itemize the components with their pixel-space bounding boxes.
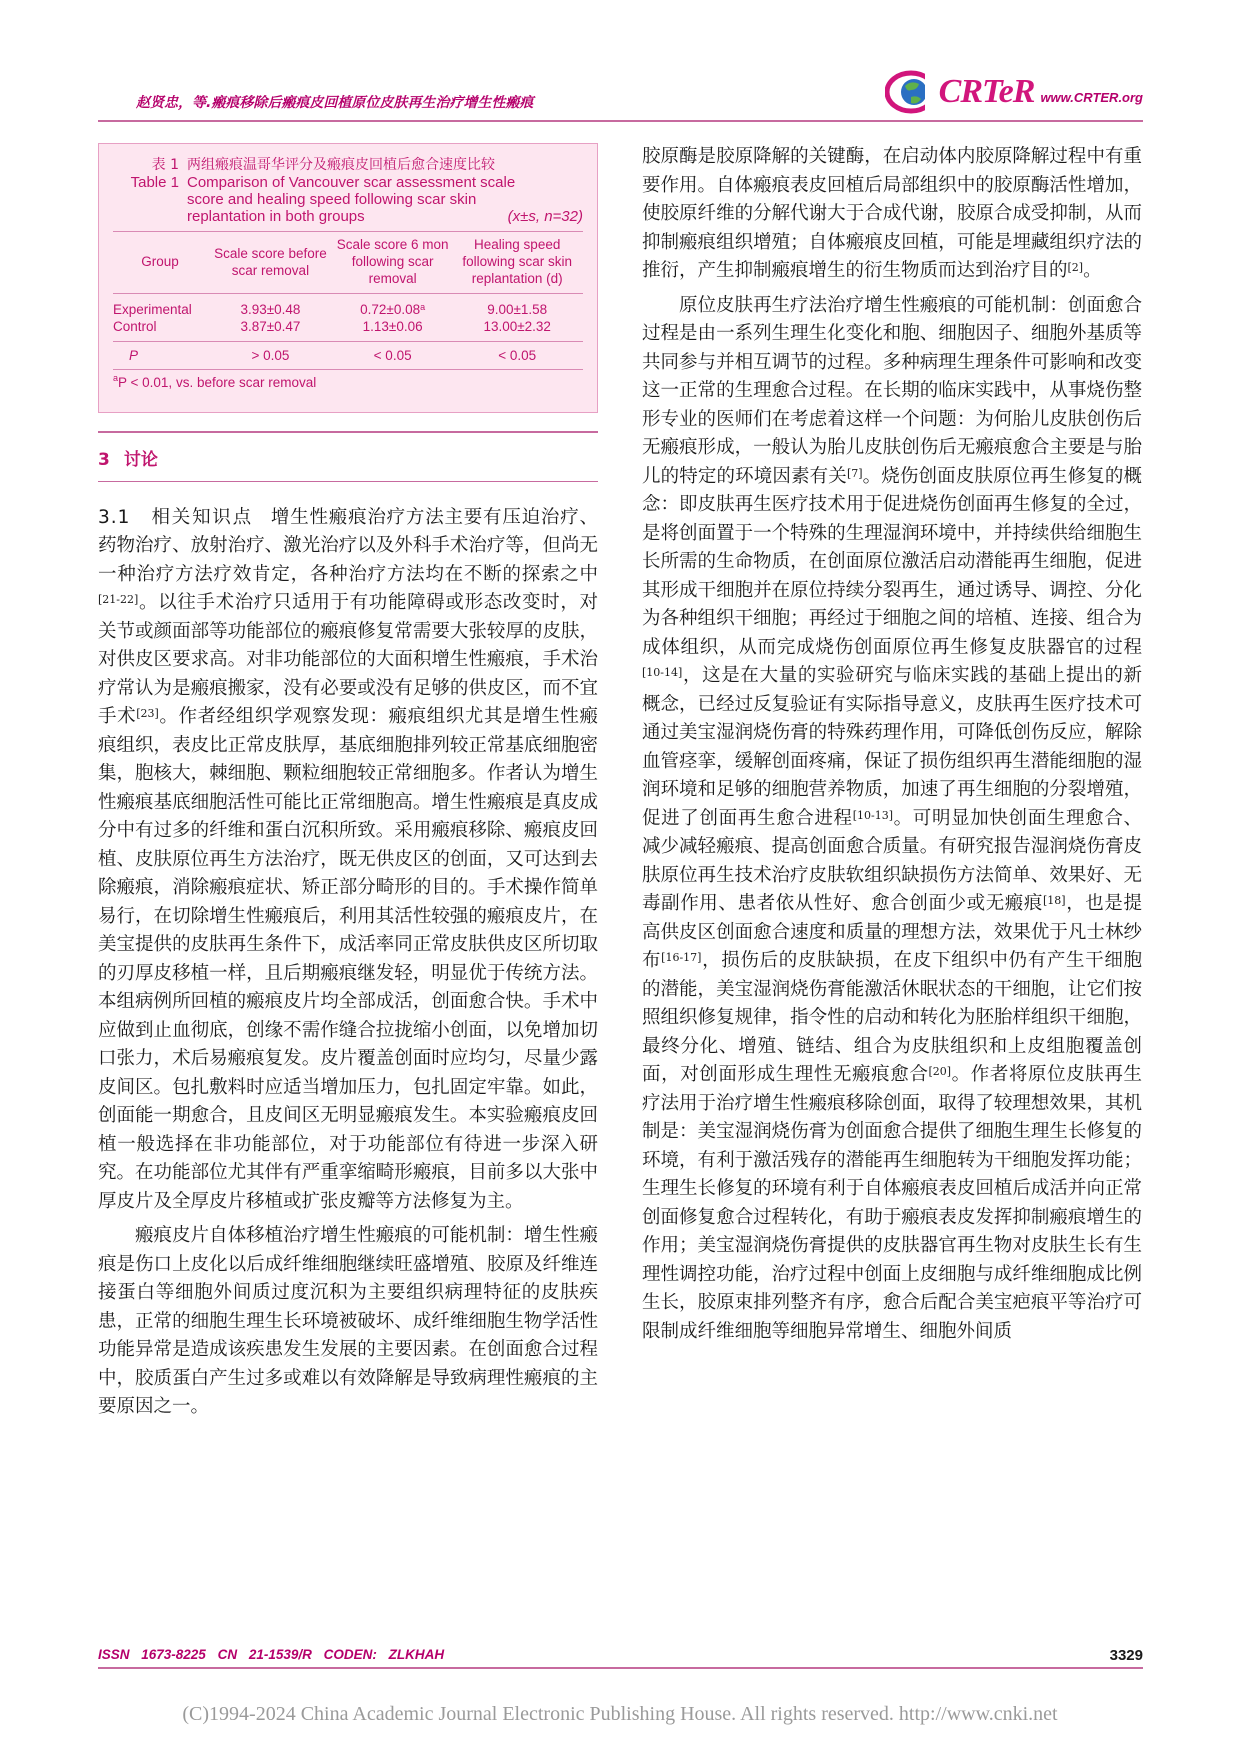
table-caption-cn (113, 154, 583, 174)
paragraph: 瘢痕皮片自体移植治疗增生性瘢痕的可能机制：增生性瘢痕是伤口上皮化以后成纤维细胞继续旺盛增殖、胶原及纤维连接蛋白等细胞外间质过度沉积为主要组织病理特征的皮肤疾患，正常的细胞生理生长环境被破坏、成纤维细胞生物学活性功能异常是造成该疾患发生发展的主要因素。在创面愈合过程中，胶质蛋白产生过多或难以有效降解是导致病理性瘢痕的主要原因之一。 (98, 1225, 598, 1417)
table-row (113, 318, 583, 342)
cell-speed: 13.00±2.32 (483, 319, 551, 334)
table-row (113, 294, 583, 319)
col-header-before: Scale score before scar removal (207, 232, 334, 294)
section-heading (98, 445, 598, 469)
citation[interactable]: [18] (1043, 894, 1066, 907)
table-caption-en (113, 174, 583, 225)
journal-logo[interactable] (885, 70, 1143, 114)
table-label-cn: 表 1 (151, 157, 179, 173)
table-title-en-line2: score and healing speed following scar skin (187, 191, 477, 208)
table-title-en-line3: replantation in both groups (187, 208, 365, 225)
journal-url[interactable]: www.CRTER.org (1040, 89, 1143, 105)
citation[interactable]: [20] (928, 1065, 952, 1078)
table-1 (98, 143, 598, 413)
citation[interactable]: [21-22] (98, 593, 139, 606)
citation[interactable]: [7] (846, 466, 863, 480)
col-header-speed: Healing speed following scar skin replantation (d) (451, 232, 583, 294)
p-value-row (113, 342, 583, 370)
running-title: 赵贤忠，等.瘢痕移除后瘢痕皮回植原位皮肤再生治疗增生性瘢痕 (136, 95, 534, 111)
col-header-after: Scale score 6 mon following scar removal (334, 232, 452, 294)
p-before: > 0.05 (207, 342, 334, 370)
citation[interactable]: [2] (1067, 261, 1084, 274)
page-number: 3329 (1109, 1647, 1143, 1664)
section-rule-top (98, 431, 598, 433)
paragraph: 3.1 相关知识点 增生性瘢痕治疗方法主要有压迫治疗、药物治疗、放射治疗、激光治疗以及外科手术治疗等，但尚无一种治疗方法疗效肯定，各种治疗方法均在不断的探索之中[21-22]。以往手术治疗只适用于有功能障碍或形态改变时，对关节或颜面部等功能部位的瘢痕修复常需要大张较厚的皮肤，对供皮区要求高。对非功能部位的大面积增生性瘢痕，手术治疗常认为是瘢痕搬家，没有必要或没有足够的供皮区，而不宜手术[23]。作者经组织学观察发现：瘢痕组织尤其是增生性瘢痕组织，表皮比正常皮肤厚，基底细胞排列较正常基底细胞密集，胞核大，棘细胞、颗粒细胞较正常细胞多。作者认为增生性瘢痕基底细胞活性可能比正常细胞高。增生性瘢痕是真皮成分中有过多的纤维和蛋白沉积所致。采用瘢痕移除、瘢痕皮回植、皮肤原位再生方法治疗，既无供皮区的创面，又可达到去除瘢痕，消除瘢痕症状、矫正部分畸形的目的。手术操作简单易行，在切除增生性瘢痕后，利用其活性较强的瘢痕皮片，在美宝提供的皮肤再生条件下，成活率同正常皮肤供皮区所切取的刃厚皮移植一样，且后期瘢痕继发轻，明显优于传统方法。本组病例所回植的瘢痕皮片均全部成活，创面愈合快。手术中应做到止血彻底，创缘不需作缝合拉拢缩小创面，以免增加切口张力，术后易瘢痕复发。皮片覆盖创面时应均匀，尽量少露皮间区。包扎敷料时应适当增加压力，包扎固定牢靠。如此，创面能一期愈合，且皮间区无明显瘢痕发生。本实验瘢痕皮回植一般选择在非功能部位，对于功能部位有待进一步深入研究。在功能部位尤其伴有严重挛缩畸形瘢痕，目前多以大张中厚皮片及全厚皮片移植或扩张皮瓣等方法修复为主。 (98, 506, 598, 1212)
cell-group: Experimental (113, 302, 192, 317)
section-number: 3 (98, 449, 110, 470)
p-speed: < 0.05 (451, 342, 583, 370)
significance-mark: a (420, 302, 426, 312)
citation[interactable]: [10-14] (642, 666, 683, 679)
cell-after: 0.72±0.08$^a$ (360, 302, 426, 317)
section-rule-bottom (98, 481, 598, 482)
p-after: < 0.05 (334, 342, 452, 370)
paragraph: 原位皮肤再生疗法治疗增生性瘢痕的可能机制：创面愈合过程是由一系列生理生化变化和胞、细胞因子、细胞外基质等共同参与并相互调节的过程。多种病理生理条件可影响和改变这一正常的生理愈合过程。在长期的临床实践中，从事烧伤整形专业的医师们在考虑着这样一个问题：为何胎儿皮肤创伤后无瘢痕形成，一般认为胎儿皮肤创伤后无瘢痕愈合主要是与胎儿的特定的环境因素有关[7]。烧伤创面皮肤原位再生修复的概念：即皮肤再生医疗技术用于促进烧伤创面再生修复的全过，是将创面置于一个特殊的生理湿润环境中，并持续供给细胞生长所需的生命物质，在创面原位激活启动潜能再生细胞，促进其形成干细胞并在原位持续分裂再生，通过诱导、调控、分化为各种组织干细胞；再经过于细胞之间的培植、连接、组合为成体组织，从而完成烧伤创面原位再生修复皮肤器官的过程[10-14]，这是在大量的实验研究与临床实践的基础上提出的新概念，已经过反复验证有实际指导意义，皮肤再生医疗技术可通过美宝湿润烧伤膏的特殊药理作用，可降低创伤反应，解除血管痉挛，缓解创面疼痛，保证了损伤组织再生潜能细胞的湿润环境和足够的细胞营养物质，加速了再生细胞的分裂增殖，促进了创面再生愈合进程[10-13]。可明显加快创面生理愈合、减少减轻瘢痕、提高创面愈合质量。有研究报告湿润烧伤膏皮肤原位再生技术治疗皮肤软组织缺损伤方法简单、效果好、无毒副作用、患者依从性好、愈合创面少或无瘢痕[18]，也是提高供皮区创面愈合速度和质量的理想方法，效果优于凡士林纱布[16-17]，损伤后的皮肤缺损，在皮下组织中仍有产生干细胞的潜能，美宝湿润烧伤膏能激活休眠状态的干细胞，让它们按照组织修复规律，指令性的启动和转化为胚胎样组织干细胞，最终分化、增殖、链结、组合为皮肤组织和上皮组胞覆盖创面，对创面形成生理性无瘢痕愈合[20]。作者将原位皮肤再生疗法用于治疗增生性瘢痕移除创面，取得了较理想效果，其机制是：美宝湿润烧伤膏为创面愈合提供了细胞生理生长修复的环境，有利于激活残存的潜能再生细胞转为干细胞发挥功能；生理生长修复的环境有利于自体瘢痕表皮回植后成活并向正常创面修复愈合过程转化，有助于瘢痕表皮发挥抑制瘢痕增生的作用；美宝湿润烧伤膏提供的皮肤器官再生物对皮肤生长有生理性调控功能，治疗过程中创面上皮细胞与成纤维细胞成比例生长，胶原束排列整齐有序，愈合后配合美宝疤痕平等治疗可限制成纤维细胞等细胞异常增生、细胞外间质 (642, 294, 1142, 1342)
comparison-table (113, 231, 583, 370)
citation[interactable]: [10-13] (852, 808, 893, 822)
citation[interactable]: [16-17] (661, 951, 702, 964)
subsection-heading: 3.1 相关知识点 (98, 506, 253, 528)
table-header-row (113, 232, 583, 294)
footer-rule (98, 1667, 1143, 1669)
globe-logo-icon (885, 70, 945, 114)
cell-after: 1.13±0.06 (362, 319, 423, 334)
logo-text: CRTeR (938, 73, 1035, 110)
p-label: P (113, 342, 207, 370)
cell-group: Control (113, 319, 157, 334)
copyright-watermark: (C)1994-2024 China Academic Journal Electronic Publishing House. All rights reserved. http://www.cnki.net (182, 1703, 1058, 1725)
issn-line: ISSN 1673-8225 CN 21-1539/R CODEN: ZLKHAH (98, 1647, 445, 1662)
left-column (98, 143, 598, 1422)
section-title: 讨论 (123, 449, 158, 470)
cell-before: 3.93±0.48 (240, 302, 301, 317)
citation[interactable]: [23] (136, 707, 159, 720)
table-footnote: $^a$P < 0.01, vs. before scar removal (113, 373, 317, 390)
cell-speed: 9.00±1.58 (487, 302, 548, 317)
table-title-en-line1: Comparison of Vancouver scar assessment scale (187, 174, 516, 191)
table-title-cn: 两组瘢痕温哥华评分及瘢痕皮回植后愈合速度比较 (187, 157, 495, 173)
table-stat-note: (x±s, n=32) (507, 208, 583, 225)
right-column (642, 143, 1142, 1346)
header-rule (98, 120, 1143, 122)
page-header (98, 68, 1143, 120)
table-label-en: Table 1 (130, 174, 179, 191)
cell-before: 3.87±0.47 (240, 319, 301, 334)
paragraph: 胶原酶是胶原降解的关键酶，在启动体内胶原降解过程中有重要作用。自体瘢痕表皮回植后局部组织中的胶原酶活性增加，使胶原纤维的分解代谢大于合成代谢，胶原合成受抑制，从而抑制瘢痕组织增殖；自体瘢痕皮回植，可能是埋藏组织疗法的推衍，产生抑制瘢痕增生的衍生物质而达到治疗目的[2]。 (642, 146, 1142, 281)
col-header-group: Group (113, 232, 207, 294)
